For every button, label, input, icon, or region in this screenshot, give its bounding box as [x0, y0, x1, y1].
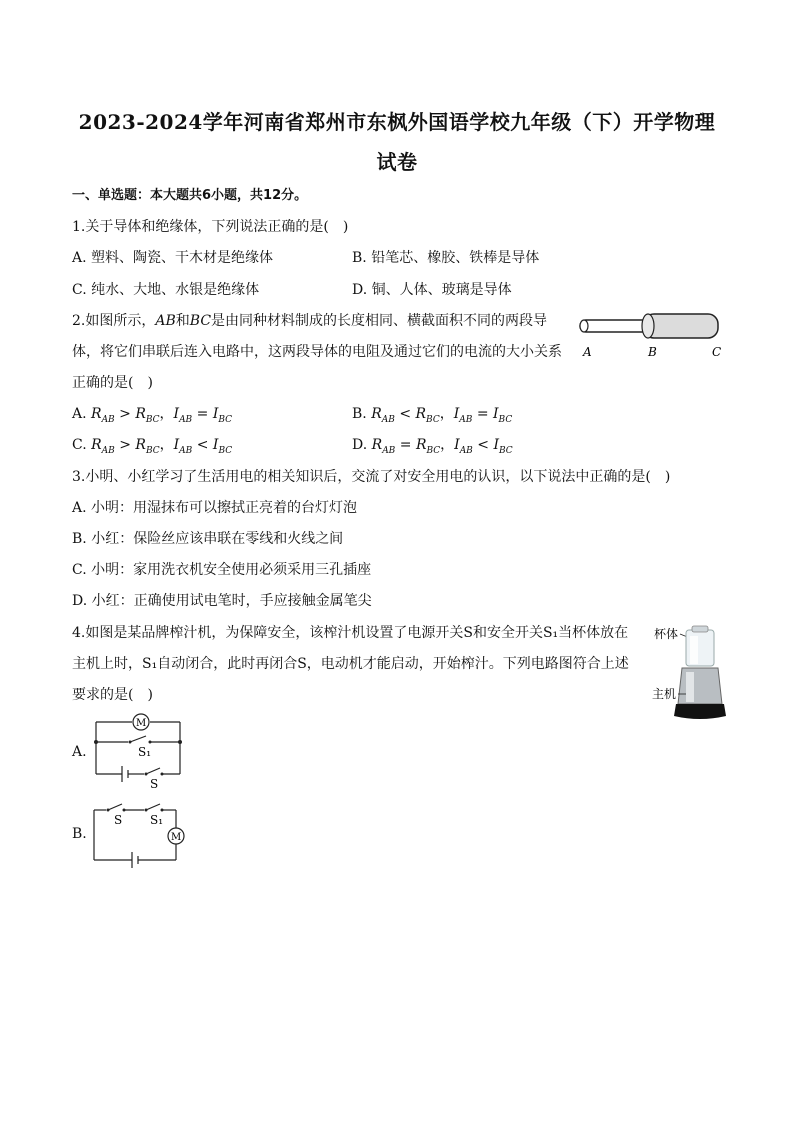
q2-stem-line2: 体，将它们串联后连入电路中，这两段导体的电阻及通过它们的电流的大小关系 [72, 344, 562, 360]
q2-ab: AB [155, 313, 176, 329]
q2-stem-line1 [72, 311, 547, 331]
q2-stem-pre: 2.如图所示， [72, 313, 156, 329]
switch-s1-b: S₁ [150, 813, 164, 827]
q2-stem-post: 是由同种材料制成的长度相同、横截面积不同的两段导 [211, 313, 548, 329]
motor-a: M [136, 718, 147, 729]
q2-option-b: B. $R_{AB} < R_{BC}$，$I_{AB} = I_{BC}$ [352, 406, 513, 425]
label-c: C [712, 345, 722, 359]
section-heading: 一、单选题：本大题共6小题，共12分。 [72, 188, 308, 203]
q1-stem: 1.关于导体和绝缘体，下列说法正确的是( ) [72, 219, 349, 235]
page-title-line2: 试卷 [376, 150, 418, 174]
label-base: 主机 [652, 687, 677, 701]
q3-option-b: B. 小红：保险丝应该串联在零线和火线之间 [72, 531, 344, 547]
q3-option-a: A. 小明：用湿抹布可以擦拭正亮着的台灯灯泡 [72, 500, 358, 516]
label-a: A [583, 345, 592, 359]
q1-option-b: B. 铅笔芯、橡胶、铁棒是导体 [352, 250, 540, 266]
q2-option-d: D. $R_{AB} = R_{BC}$，$I_{AB} < I_{BC}$ [352, 437, 513, 456]
q2-bc: BC [189, 313, 212, 329]
q3-option-d: D. 小红：正确使用试电笔时，手应接触金属笔尖 [72, 593, 372, 609]
switch-s1-a: S₁ [138, 745, 152, 759]
switch-s-a: S [150, 777, 159, 791]
circuit-b [90, 796, 190, 868]
conductor-figure [578, 310, 728, 366]
juicer-figure [652, 624, 732, 724]
q4-stem-line1: 4.如图是某品牌榨汁机，为保障安全，该榨汁机设置了电源开关S和安全开关S₁当杯体放在 [72, 625, 629, 641]
q2-option-c: C. $R_{AB} > R_{BC}$，$I_{AB} < I_{BC}$ [72, 437, 233, 456]
q3-option-c: C. 小明：家用洗衣机安全使用必须采用三孔插座 [72, 562, 372, 578]
q4-stem-line2: 主机上时，S₁自动闭合，此时再闭合S，电动机才能启动，开始榨汁。下列电路图符合上述 [72, 656, 629, 672]
label-b: B [648, 345, 657, 359]
q4-stem-line3: 要求的是( ) [72, 687, 153, 703]
q4-option-a-label: A. [72, 744, 87, 760]
page-title-line1: 2023-2024学年河南省郑州市东枫外国语学校九年级（下）开学物理 [78, 110, 716, 134]
q1-option-a: A. 塑料、陶瓷、干木材是绝缘体 [72, 250, 274, 266]
switch-s-b: S [114, 813, 123, 827]
circuit-a [92, 712, 192, 792]
q2-option-a: A. $R_{AB} > R_{BC}$，$I_{AB} = I_{BC}$ [72, 406, 233, 425]
label-cup: 杯体 [654, 627, 679, 641]
q1-option-d: D. 铜、人体、玻璃是导体 [352, 282, 512, 298]
q2-and: 和 [175, 313, 190, 329]
q2-stem-line3: 正确的是( ) [72, 375, 153, 391]
q1-option-c: C. 纯水、大地、水银是绝缘体 [72, 282, 260, 298]
q3-stem: 3.小明、小红学习了生活用电的相关知识后，交流了对安全用电的认识，以下说法中正确的是( ) [72, 469, 671, 485]
motor-b: M [171, 832, 182, 843]
q4-option-b-label: B. [72, 826, 87, 842]
